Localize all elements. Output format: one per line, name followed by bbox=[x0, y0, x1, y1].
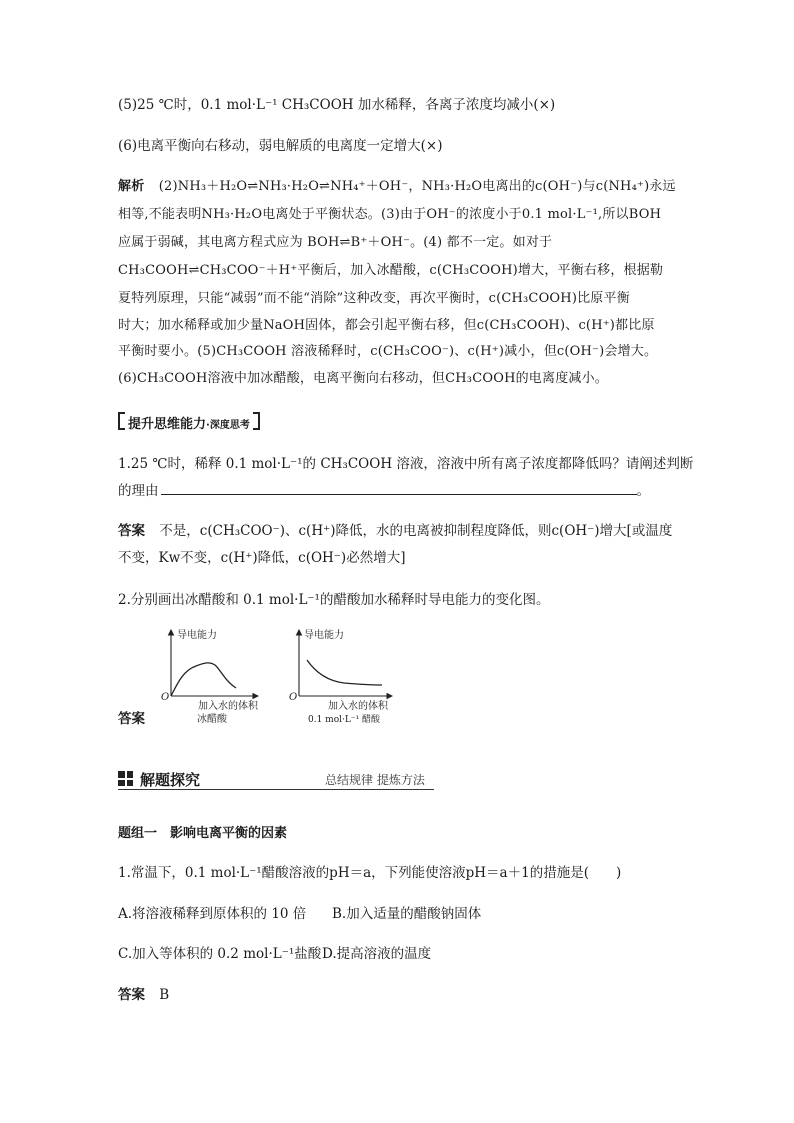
problem-1-question: 1.常温下，0.1 mol·L⁻¹醋酸溶液的pH＝a，下列能使溶液pH＝a＋1的措施是( ) bbox=[118, 865, 622, 881]
option-b[interactable]: B.加入适量的醋酸钠固体 bbox=[332, 906, 482, 922]
section-header bbox=[118, 412, 260, 432]
explanation-line-1 bbox=[118, 178, 676, 196]
graph2-ylabel: 导电能力 bbox=[304, 630, 344, 641]
problem-1-answer bbox=[118, 986, 169, 1004]
think-answer-1-line-1 bbox=[118, 522, 672, 540]
solving-section-banner bbox=[118, 768, 434, 790]
graph1-ylabel: 导电能力 bbox=[177, 630, 217, 641]
answer-blank[interactable] bbox=[161, 481, 637, 495]
explanation-line-7: 平衡时要小。(5)CH₃COOH 溶液稀释时，c(CH₃COO⁻)、c(H⁺)减小，但c(OH⁻)会增大。 bbox=[118, 344, 658, 359]
answer-value: B bbox=[159, 987, 170, 1003]
graph1-origin: O bbox=[161, 692, 170, 703]
item-5: (5)25 ℃时，0.1 mol·L⁻¹ CH₃COOH 加水稀释，各离子浓度均减小(×) bbox=[118, 97, 556, 113]
explanation-text: (2)NH₃＋H₂O⇌NH₃·H₂O⇌NH₄⁺＋OH⁻，NH₃·H₂O电离出的c(OH⁻)与c(NH₄⁺)永远 bbox=[158, 179, 676, 194]
option-a[interactable]: A.将溶液稀释到原体积的 10 倍 bbox=[118, 906, 307, 922]
graph1-xlabel: 加入水的体积 bbox=[198, 701, 258, 712]
problem-1-options-cd bbox=[118, 945, 432, 963]
conductivity-graphs bbox=[150, 624, 450, 728]
think-question-2: 2.分别画出冰醋酸和 0.1 mol·L⁻¹的醋酸加水稀释时导电能力的变化图。 bbox=[118, 592, 550, 608]
section-dot: · bbox=[206, 420, 210, 431]
banner-title: 解题探究 bbox=[140, 771, 201, 789]
section-title: 提升思维能力 bbox=[128, 417, 207, 432]
banner-rule bbox=[118, 789, 434, 790]
explanation-line-4: CH₃COOH⇌CH₃COO⁻＋H⁺平衡后，加入冰醋酸，c(CH₃COOH)增大，平衡右移，根据勒 bbox=[118, 263, 664, 278]
explanation-line-2: 相等,不能表明NH₃·H₂O电离处于平衡状态。(3)由于OH⁻的浓度小于0.1 mol·L⁻¹,所以BOH bbox=[118, 207, 662, 222]
banner-square-icon bbox=[118, 771, 133, 786]
graph2-caption: 0.1 mol·L⁻¹ 醋酸 bbox=[308, 715, 381, 725]
explanation-label: 解析 bbox=[118, 179, 145, 194]
graph1-caption: 冰醋酸 bbox=[197, 714, 227, 725]
answer-text: 不是，c(CH₃COO⁻)、c(H⁺)降低，水的电离被抑制程度降低，则c(OH⁻)增大[或温度 bbox=[159, 523, 673, 539]
reason-prefix: 的理由 bbox=[118, 483, 159, 499]
graph2-origin: O bbox=[289, 692, 298, 703]
think-question-1-line-2 bbox=[118, 481, 650, 500]
explanation-line-8: (6)CH₃COOH溶液中加冰醋酸，电离平衡向右移动，但CH₃COOH的电离度减小。 bbox=[118, 371, 609, 386]
answer-label-3: 答案 bbox=[118, 987, 145, 1003]
explanation-line-3: 应属于弱碱，其电离方程式应为 BOH⇌B⁺＋OH⁻。(4) 都不一定。如对于 bbox=[118, 235, 553, 250]
reason-suffix: 。 bbox=[636, 483, 650, 499]
graph1-curve bbox=[171, 663, 236, 696]
graph-dilute-acetic-acid bbox=[289, 628, 392, 725]
graph2-curve bbox=[307, 660, 382, 685]
section-subtitle: 深度思考 bbox=[209, 420, 250, 431]
problem-group-title: 题组一 影响电离平衡的因素 bbox=[118, 826, 288, 841]
option-d[interactable]: D.提高溶液的温度 bbox=[322, 946, 432, 962]
left-bracket-icon bbox=[118, 412, 125, 430]
graph-glacial-acetic-acid bbox=[161, 628, 259, 725]
answer-label: 答案 bbox=[118, 523, 145, 539]
think-answer-1-line-2: 不变，Kw不变，c(H⁺)降低，c(OH⁻)必然增大] bbox=[118, 550, 406, 566]
item-6: (6)电离平衡向右移动，弱电解质的电离度一定增大(×) bbox=[118, 138, 443, 154]
graph2-xlabel: 加入水的体积 bbox=[328, 701, 388, 712]
banner-subtitle: 总结规律 提炼方法 bbox=[325, 773, 425, 787]
problem-1-options-ab bbox=[118, 905, 482, 923]
right-bracket-icon bbox=[253, 412, 260, 430]
explanation-line-5: 夏特列原理，只能“减弱”而不能“消除”这种改变，再次平衡时，c(CH₃COOH)比原平衡 bbox=[118, 291, 630, 306]
answer-label-2: 答案 bbox=[118, 711, 145, 727]
think-question-1-line-1: 1.25 ℃时，稀释 0.1 mol·L⁻¹的 CH₃COOH 溶液，溶液中所有离子浓度都降低吗？请阐述判断 bbox=[118, 456, 694, 472]
option-c[interactable]: C.加入等体积的 0.2 mol·L⁻¹盐酸 bbox=[118, 946, 322, 962]
explanation-line-6: 时大；加水稀释或加少量NaOH固体，都会引起平衡右移，但c(CH₃COOH)、c(H⁺)都比原 bbox=[118, 318, 655, 333]
think-answer-2 bbox=[118, 710, 145, 728]
